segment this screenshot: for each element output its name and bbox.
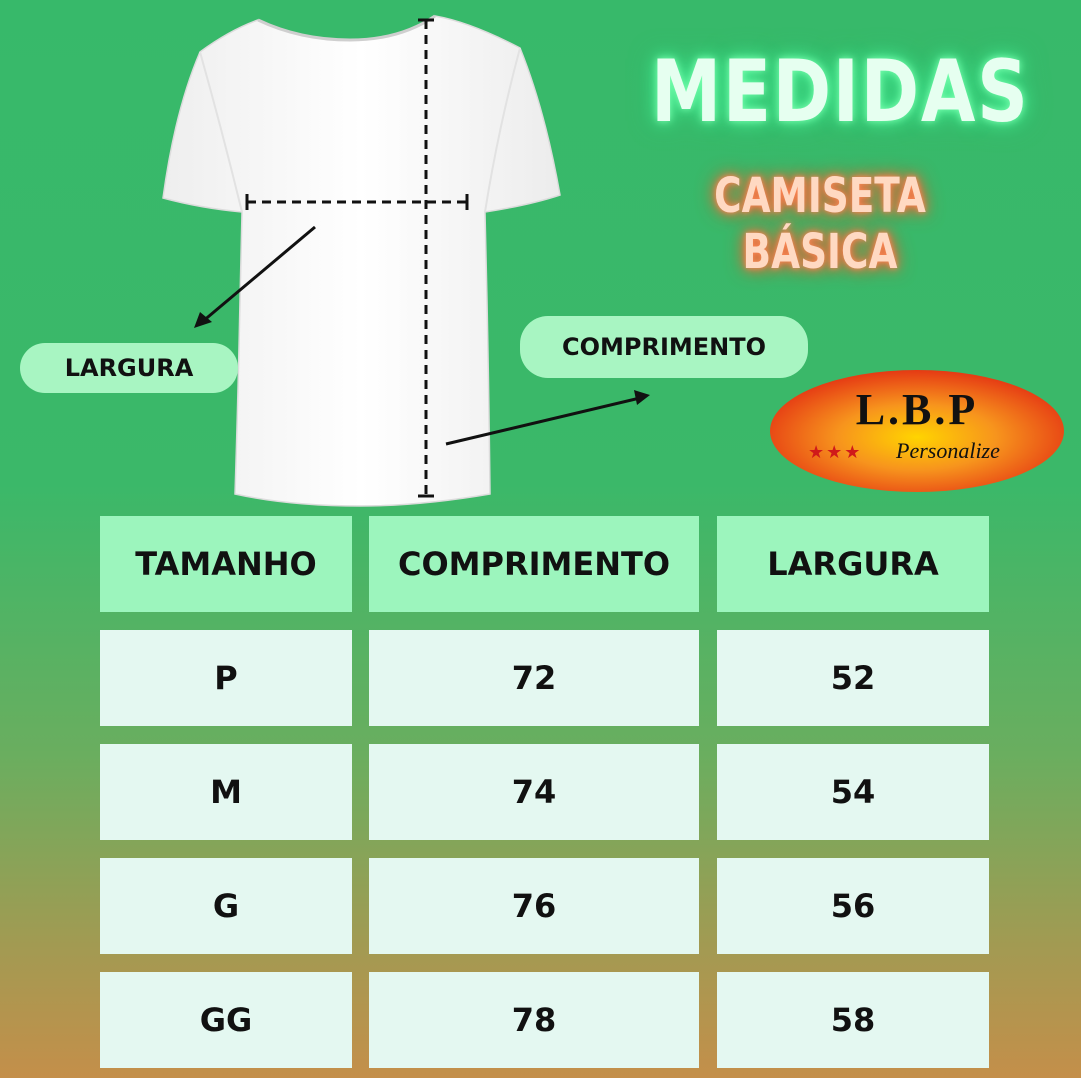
- logo-name: L.B.P: [855, 385, 979, 434]
- page-subtitle: CAMISETA BÁSICA: [714, 168, 926, 280]
- logo-tagline: Personalize: [896, 438, 1000, 463]
- size-cell: G: [100, 858, 352, 954]
- header-tamanho: TAMANHO: [100, 516, 352, 612]
- width-cell: 54: [717, 744, 989, 840]
- largura-label: LARGURA: [20, 343, 238, 393]
- width-cell: 58: [717, 972, 989, 1068]
- lbp-logo: [768, 368, 1066, 494]
- comprimento-label: COMPRIMENTO: [520, 316, 808, 378]
- tshirt-illustration: [150, 8, 580, 513]
- length-cell: 72: [369, 630, 699, 726]
- length-cell: 74: [369, 744, 699, 840]
- logo-stars: ★★★: [808, 442, 863, 463]
- page-title: MEDIDAS: [651, 42, 1030, 142]
- header-comprimento: COMPRIMENTO: [369, 516, 699, 612]
- header-largura: LARGURA: [717, 516, 989, 612]
- length-cell: 78: [369, 972, 699, 1068]
- length-cell: 76: [369, 858, 699, 954]
- size-cell: GG: [100, 972, 352, 1068]
- width-cell: 52: [717, 630, 989, 726]
- size-cell: M: [100, 744, 352, 840]
- width-cell: 56: [717, 858, 989, 954]
- size-cell: P: [100, 630, 352, 726]
